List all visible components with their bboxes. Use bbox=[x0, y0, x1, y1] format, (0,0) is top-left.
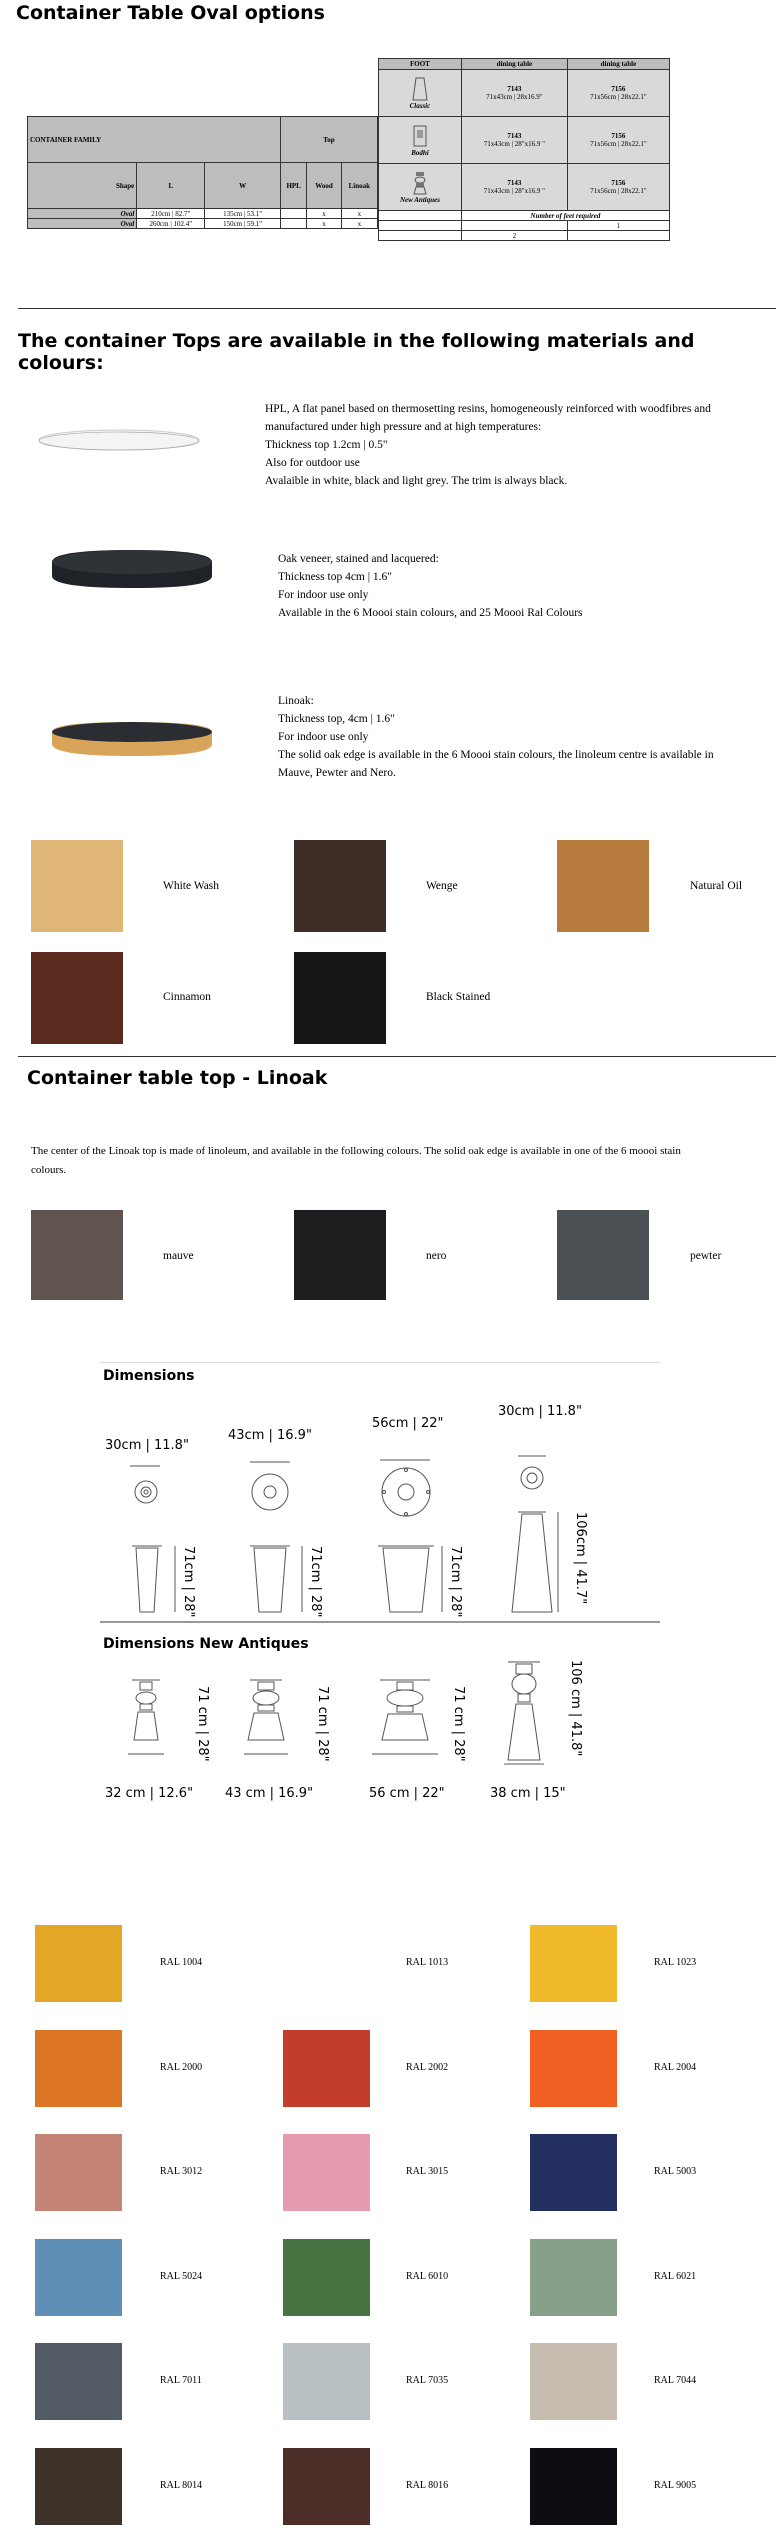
page-title: Container Table Oval options bbox=[16, 2, 325, 24]
ral-swatch bbox=[283, 2030, 370, 2107]
top-label: Top bbox=[280, 117, 377, 163]
ral-swatch bbox=[530, 2030, 617, 2107]
ral-label: RAL 5024 bbox=[160, 2270, 203, 2282]
dimensions-na-title: Dimensions New Antiques bbox=[103, 1636, 309, 1652]
stain-swatch-cinnamon bbox=[31, 952, 123, 1044]
ral-swatch bbox=[283, 1925, 370, 2002]
divider bbox=[18, 308, 776, 309]
ral-label: RAL 9005 bbox=[654, 2479, 697, 2491]
family-table bbox=[27, 116, 378, 229]
ral-label: RAL 6010 bbox=[406, 2270, 449, 2282]
ral-swatch bbox=[283, 2239, 370, 2316]
stain-label: Wenge bbox=[426, 880, 458, 892]
ral-swatch bbox=[35, 2134, 122, 2211]
ral-swatch bbox=[283, 2134, 370, 2211]
ral-label: RAL 7011 bbox=[160, 2375, 202, 2386]
ral-swatch bbox=[283, 2448, 370, 2525]
foot-classic: Classic bbox=[379, 70, 462, 117]
feet-required-label: Number of feet required bbox=[461, 211, 669, 221]
stain-swatch-wenge bbox=[294, 840, 386, 932]
linoleum-label: mauve bbox=[163, 1250, 194, 1262]
ral-label: RAL 1013 bbox=[406, 1957, 449, 1968]
foot-header: FOOT bbox=[379, 59, 462, 70]
col-linoak: Linoak bbox=[341, 163, 377, 209]
stain-swatch-natural-oil bbox=[557, 840, 649, 932]
ral-label: RAL 3012 bbox=[160, 2166, 203, 2177]
linoak-title: Container table top - Linoak bbox=[27, 1067, 328, 1089]
ral-swatch bbox=[283, 2343, 370, 2420]
dim-height: 71cm | 28" bbox=[181, 1546, 196, 1618]
ral-swatch bbox=[35, 1925, 122, 2002]
ral-swatch bbox=[530, 2448, 617, 2525]
linoleum-label: nero bbox=[426, 1250, 447, 1262]
dim-na-width: 32 cm | 12.6" bbox=[105, 1786, 194, 1801]
bodhi-foot-icon bbox=[411, 123, 429, 149]
ral-swatch bbox=[35, 2448, 122, 2525]
col-w: W bbox=[205, 163, 281, 209]
dim-na-height: 71 cm | 28" bbox=[315, 1686, 330, 1762]
ral-swatch bbox=[35, 2030, 122, 2107]
dimensions-title: Dimensions bbox=[103, 1368, 195, 1384]
dim-na-width: 56 cm | 22" bbox=[369, 1786, 445, 1801]
stain-swatch-black-stained bbox=[294, 952, 386, 1044]
oak-top-icon bbox=[50, 548, 214, 590]
linoleum-swatch-mauve bbox=[31, 1210, 123, 1300]
ral-swatch bbox=[530, 2239, 617, 2316]
dim-height: 106cm | 41.7" bbox=[573, 1512, 588, 1605]
foot-table bbox=[378, 58, 670, 241]
col-shape: Shape bbox=[28, 163, 137, 209]
bodhi-v1: 7143 71x43cm | 28"x16.9 " bbox=[461, 117, 567, 164]
dim-na-height: 71 cm | 28" bbox=[195, 1686, 210, 1762]
foot-new-antiques: New Antiques bbox=[379, 164, 462, 211]
stain-label: Natural Oil bbox=[690, 880, 743, 892]
divider bbox=[18, 1056, 776, 1057]
dim-na-height: 106 cm | 41.8" bbox=[568, 1660, 583, 1757]
ral-label: RAL 5003 bbox=[654, 2166, 697, 2177]
classic-foot-icon bbox=[411, 76, 429, 102]
classic-v2: 7156 71x56cm | 28x22.1" bbox=[567, 70, 669, 117]
divider bbox=[100, 1362, 660, 1363]
ral-label: RAL 2000 bbox=[160, 2061, 203, 2073]
dim-width: 30cm | 11.8" bbox=[105, 1438, 189, 1453]
dim-width: 56cm | 22" bbox=[372, 1416, 444, 1431]
dim-height: 71cm | 28" bbox=[448, 1546, 463, 1618]
dining-header-1: dining table bbox=[461, 59, 567, 70]
ral-label: RAL 3015 bbox=[406, 2166, 449, 2177]
table-row: Oval 210cm | 82.7" 135cm | 53.1" x x bbox=[28, 209, 378, 219]
hpl-top-icon bbox=[38, 428, 200, 454]
feet-value-1: 1 bbox=[567, 221, 669, 231]
ral-label: RAL 1004 bbox=[160, 1957, 203, 1968]
ral-label: RAL 2004 bbox=[654, 2061, 697, 2073]
oak-description: Oak veneer, stained and lacquered: Thickness top 4cm | 1.6" For indoor use only Available in the 6 Moooi stain colours, and 25 Moooi Ral Colours bbox=[278, 553, 583, 619]
feet-value-2: 2 bbox=[461, 231, 567, 241]
bodhi-v2: 7156 71x56cm | 28x22.1" bbox=[567, 117, 669, 164]
stain-label: Cinnamon bbox=[163, 991, 211, 1003]
linoleum-swatch-pewter bbox=[557, 1210, 649, 1300]
ral-label: RAL 1023 bbox=[654, 1957, 697, 1968]
linoleum-label: pewter bbox=[690, 1250, 722, 1262]
dim-na-width: 38 cm | 15" bbox=[490, 1786, 566, 1801]
col-wood: Wood bbox=[307, 163, 341, 209]
foot-bodhi: Bodhi bbox=[379, 117, 462, 164]
ral-label: RAL 7035 bbox=[406, 2375, 449, 2386]
stain-swatch-white-wash bbox=[31, 840, 123, 932]
ral-swatch bbox=[35, 2239, 122, 2316]
hpl-description: HPL, A flat panel based on thermosetting resins, homogeneously reinforced with woodfibres and manufactured under high pressure and at high temperatures: Thickness top 1.2cm | 0.5" Also for outdoor use Avalaible in white, black and light grey. The trim is always black. bbox=[265, 403, 711, 487]
stain-label: Black Stained bbox=[426, 991, 491, 1003]
ral-label: RAL 8014 bbox=[160, 2479, 203, 2491]
dim-na-height: 71 cm | 28" bbox=[451, 1686, 466, 1762]
col-hpl: HPL bbox=[280, 163, 307, 209]
ral-swatch bbox=[530, 2134, 617, 2211]
ral-label: RAL 2002 bbox=[406, 2061, 449, 2073]
new-antiques-v1: 7143 71x43cm | 28"x16.9 " bbox=[461, 164, 567, 211]
dim-width: 30cm | 11.8" bbox=[498, 1404, 582, 1419]
new-antiques-foot-icon bbox=[411, 170, 429, 196]
family-label: CONTAINER FAMILY bbox=[28, 117, 281, 163]
col-l: L bbox=[137, 163, 205, 209]
ral-swatch bbox=[530, 2343, 617, 2420]
dim-na-width: 43 cm | 16.9" bbox=[225, 1786, 314, 1801]
dim-width: 43cm | 16.9" bbox=[228, 1428, 312, 1443]
materials-title: The container Tops are available in the following materials and colours: bbox=[18, 330, 695, 374]
table-row: Oval 260cm | 102.4" 150cm | 59.1" x x bbox=[28, 219, 378, 229]
linoak-top-icon bbox=[50, 720, 214, 758]
ral-label: RAL 6021 bbox=[654, 2270, 697, 2282]
ral-label: RAL 7044 bbox=[654, 2375, 697, 2386]
linoleum-swatch-nero bbox=[294, 1210, 386, 1300]
new-antiques-v2: 7156 71x56cm | 28x22.1" bbox=[567, 164, 669, 211]
ral-label: RAL 8016 bbox=[406, 2479, 449, 2491]
dining-header-2: dining table bbox=[567, 59, 669, 70]
ral-swatch bbox=[530, 1925, 617, 2002]
ral-swatch bbox=[35, 2343, 122, 2420]
linoak-text: The center of the Linoak top is made of linoleum, and available in the following colours. The solid oak edge is available in one of the 6 moooi stain colours. bbox=[31, 1145, 681, 1176]
linoak-description: Linoak: Thickness top, 4cm | 1.6" For indoor use only The solid oak edge is available in the 6 Moooi stain colours, the linoleum centre is available in Mauve, Pewter and Nero. bbox=[278, 695, 714, 779]
stain-label: White Wash bbox=[163, 880, 220, 892]
dim-height: 71cm | 28" bbox=[308, 1546, 323, 1618]
classic-v1: 7143 71x43cm | 28x16.9" bbox=[461, 70, 567, 117]
